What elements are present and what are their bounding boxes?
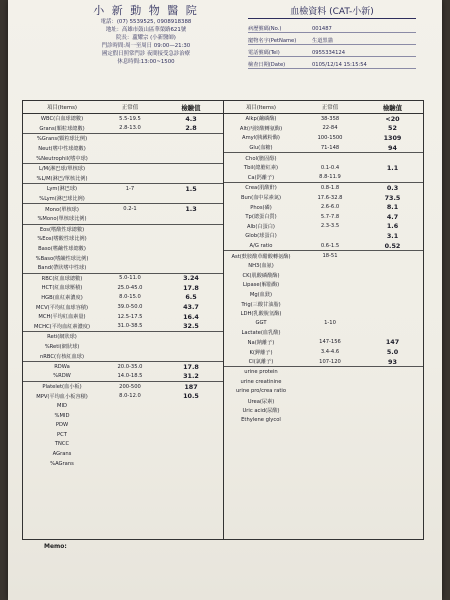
cell-item: urine creatinine (240, 378, 282, 385)
table-row (23, 411, 223, 421)
header-item: 項目(Items) (46, 105, 78, 111)
cell-item: RDWa (54, 363, 70, 370)
table-row (23, 184, 223, 194)
cell-range: 17.6-32.8 (317, 194, 343, 201)
cell-range: 5.0-11.0 (119, 275, 141, 282)
hematology-column (23, 101, 224, 539)
cell-range: 147-156 (319, 339, 341, 346)
info-row-tel (248, 45, 416, 57)
cell-value: 1.1 (386, 163, 399, 172)
table-row (224, 124, 423, 134)
info-label: 檢查日期(Date) (248, 62, 286, 68)
table-row (224, 290, 423, 300)
cell-value: 5.0 (386, 348, 399, 357)
table-row (224, 406, 423, 416)
cell-range: 0.1-0.4 (320, 164, 340, 171)
cell-value: 0.52 (384, 241, 401, 250)
cell-item: Reti(網狀球) (47, 334, 77, 341)
cell-item: Uric acid(尿酸) (242, 408, 280, 415)
cell-value: 1.3 (185, 205, 197, 214)
table-row (23, 194, 223, 205)
report-header (248, 4, 416, 69)
table-row (23, 153, 223, 164)
cell-value: 10.5 (183, 392, 199, 401)
cell-range: 1-10 (324, 320, 336, 327)
cell-value: 147 (385, 338, 400, 347)
cell-value: 94 (388, 143, 397, 152)
table-row (23, 274, 223, 284)
info-label: 寵物名字(PetName) (248, 38, 297, 44)
header-range: 正常值 (321, 105, 339, 111)
cell-item: urine pro/crea ratio (235, 388, 287, 395)
cell-item: nRBC(有核紅血球) (40, 353, 84, 360)
info-row-date (248, 57, 416, 69)
cell-range: 2.6-6.0 (320, 204, 340, 211)
cell-item: K(鉀離子) (249, 349, 273, 356)
cell-range: 8.8-11.9 (319, 174, 341, 181)
clinic-director: 院長：蘆耀宗 (小新醫師) (116, 35, 176, 41)
cell-item: %RDW (53, 373, 71, 380)
table-row (23, 214, 223, 225)
clinic-address: 地址：高雄市鼓山區華榮路621號 (105, 27, 187, 33)
header-value: 檢驗值 (382, 103, 403, 112)
cell-value: 73.5 (384, 193, 401, 202)
table-row (23, 204, 223, 214)
table-row (224, 318, 423, 328)
cell-value: 52 (388, 124, 397, 133)
cell-value: 3.24 (183, 274, 199, 283)
cell-range: 0.6-1.5 (320, 242, 340, 249)
info-row-pet-name (248, 33, 416, 45)
cell-item: Bun(血中尿素氮) (240, 195, 282, 202)
header-value: 檢驗值 (181, 103, 201, 112)
clinic-hours: 門診時間:周一至周日 09:00—21:30 (101, 43, 191, 49)
table-row (23, 225, 223, 235)
cell-value: 4.7 (386, 212, 399, 221)
cell-range: 39.0-50.0 (117, 304, 143, 311)
table-row (224, 173, 423, 184)
table-row (23, 234, 223, 244)
cell-item: %Neutrophil(嗜中球) (36, 155, 88, 162)
info-value: 001487 (312, 26, 332, 32)
cell-item: LDH(乳酸脫氫酶) (240, 311, 282, 318)
cell-range: 100-1500 (317, 134, 343, 141)
clinic-header (52, 0, 240, 66)
cell-range: 2.8-13.0 (119, 125, 141, 132)
table-row (23, 401, 223, 411)
results-table (22, 100, 424, 540)
cell-item: Tp(總蛋白質) (245, 214, 277, 221)
clinic-rest-time: 休息時間:13:00~1500 (117, 59, 175, 65)
cell-item: L/M(淋巴球/單核球) (38, 166, 86, 173)
cell-range: 1-7 (125, 185, 135, 192)
table-row (224, 299, 423, 309)
cell-range: 3.4-4.6 (320, 349, 340, 356)
cell-range: 8.0-15.0 (119, 294, 141, 301)
table-row (23, 302, 223, 312)
table-row (23, 440, 223, 450)
chemistry-rows (224, 114, 423, 425)
table-row (23, 244, 223, 254)
table-header (224, 101, 423, 114)
cell-value: 0.3 (386, 183, 399, 192)
cell-item: PDW (55, 422, 69, 429)
table-row (224, 212, 423, 222)
cell-item: CK(肌酸磷酸酶) (242, 272, 280, 279)
cell-range: 0.2-1 (123, 206, 137, 213)
table-row (224, 143, 423, 154)
cell-range: 22-84 (322, 125, 338, 132)
cell-item: Ast(麩胺酸草醋酸轉氨酶) (231, 253, 291, 260)
cell-value: 187 (184, 382, 198, 391)
cell-value: 8.1 (386, 203, 399, 212)
table-row (224, 367, 423, 377)
cell-item: MPV(平均血小板容積) (36, 393, 88, 400)
cell-value: 93 (388, 357, 397, 366)
cell-item: %MID (54, 412, 70, 419)
table-row (224, 251, 423, 261)
cell-item: HCT(紅血球壓積) (41, 285, 83, 292)
info-value: 生道黑貓 (312, 38, 333, 44)
cell-value: 3.1 (386, 231, 399, 240)
cell-value: 1.6 (386, 222, 399, 231)
header-range: 正常值 (121, 105, 139, 111)
table-row (23, 174, 223, 185)
cell-value: 31.2 (183, 372, 199, 381)
table-row (23, 263, 223, 274)
table-row (23, 342, 223, 352)
table-row (224, 193, 423, 203)
cell-item: Band(帶狀嗜中性球) (37, 265, 87, 272)
chemistry-column (224, 101, 423, 539)
cell-item: Alkp(鹼磷酶) (245, 116, 277, 123)
cell-value: 2.8 (185, 124, 197, 133)
cell-item: Alb(白蛋白) (247, 223, 275, 230)
table-row (224, 114, 423, 124)
table-row (224, 271, 423, 281)
table-row (23, 420, 223, 430)
cell-range: 14.0-18.5 (117, 373, 143, 380)
cell-range: 107-120 (319, 358, 341, 365)
cell-item: HGB(血紅素濃度) (41, 294, 83, 301)
cell-item: Amyl(胰澱粉酶) (242, 135, 280, 142)
table-row (23, 312, 223, 322)
cell-value: 43.7 (183, 303, 199, 312)
table-row (224, 183, 423, 193)
table-row (224, 133, 423, 143)
table-row (224, 357, 423, 368)
clinic-name: 小 新 動 物 醫 院 (93, 4, 199, 17)
cell-item: %Lym(淋巴球比例) (39, 196, 85, 203)
cell-value: 1.5 (185, 184, 197, 193)
table-row (224, 347, 423, 357)
cell-item: %L/M(淋巴/單核比例) (36, 175, 88, 182)
cell-item: Ca(鈣離子) (247, 174, 275, 181)
cell-item: %Reti(網狀球) (44, 343, 80, 350)
cell-item: PCT (57, 431, 67, 438)
cell-range: 31.0-38.5 (117, 323, 143, 330)
cell-range: 71-148 (320, 144, 340, 151)
table-row (224, 163, 423, 173)
cell-item: Glu(血糖) (249, 145, 273, 152)
table-row (224, 241, 423, 252)
cell-item: Lactate(血乳酸) (241, 330, 281, 337)
cell-item: Mg(血鎂) (249, 291, 273, 298)
table-row (224, 338, 423, 348)
cell-item: Cl(氯離子) (248, 359, 274, 366)
table-row (23, 134, 223, 144)
table-row (23, 164, 223, 174)
table-row (224, 377, 423, 387)
info-label: 電話號碼(Tel) (248, 50, 280, 56)
cell-item: Ethylene glycol (241, 417, 281, 424)
info-label: 病歷號碼(No.) (248, 26, 282, 32)
header-item: 項目(Items) (245, 105, 277, 111)
cell-value: <20 (385, 114, 400, 123)
cell-range: 18-51 (322, 253, 338, 260)
table-row (224, 396, 423, 406)
cell-item: %AGrans (50, 460, 74, 467)
cell-item: NH3(血氨) (248, 263, 274, 270)
cell-item: Eos(嗜酸性球總數) (39, 226, 85, 233)
cell-item: Lipase(解脂酶) (242, 282, 280, 289)
lab-report-paper (8, 0, 442, 600)
cell-item: GGT (255, 320, 267, 327)
cell-item: Mono(單核球) (45, 206, 79, 213)
table-row (23, 114, 223, 124)
table-row (23, 430, 223, 440)
table-row (224, 309, 423, 319)
report-title: 血檢資料 (CAT-小新) (248, 4, 416, 19)
table-row (23, 332, 223, 342)
table-row (224, 387, 423, 397)
cell-value: 17.8 (183, 362, 199, 371)
cell-item: Tbil(總膽紅素) (243, 165, 279, 172)
table-row (224, 231, 423, 241)
cell-range: 12.5-17.5 (117, 313, 143, 320)
cell-value: 16.4 (183, 312, 199, 321)
clinic-holiday-note: 國定假日照常門診 夜間接受急診治療 (102, 51, 190, 57)
cell-range: 2.3-3.5 (320, 223, 340, 230)
table-row (23, 392, 223, 402)
cell-value: 6.5 (185, 293, 197, 302)
table-row (23, 449, 223, 459)
cell-item: urine protein (244, 369, 278, 376)
table-row (23, 351, 223, 362)
cell-value: 32.5 (183, 322, 199, 331)
table-row (224, 222, 423, 232)
table-row (23, 144, 223, 154)
cell-item: %Mono(單核球比例) (37, 216, 87, 223)
cell-range: 8.0-12.0 (119, 393, 141, 400)
cell-item: Urea(尿素) (247, 398, 275, 405)
info-value: 0955334124 (312, 50, 346, 56)
cell-item: MCHC(平均血紅素濃度) (34, 323, 90, 330)
cell-item: TNCC (54, 441, 70, 448)
cell-item: Phos(磷) (250, 204, 272, 211)
table-row (23, 371, 223, 382)
cell-item: Platelet(血小板) (42, 384, 82, 391)
cell-item: Alt(丙胺酸轉氨酶) (239, 125, 283, 132)
cell-item: Na(鈉離子) (247, 339, 275, 346)
cell-item: Glob(球蛋白) (245, 233, 277, 240)
cell-item: Chol(膽固醇) (245, 155, 277, 162)
table-row (23, 253, 223, 263)
cell-item: RBC(紅血球總數) (41, 275, 83, 282)
info-row-record-no (248, 21, 416, 33)
table-row (23, 293, 223, 303)
cell-item: MID (56, 403, 67, 410)
hematology-rows (23, 114, 223, 468)
table-row (23, 382, 223, 392)
cell-item: Lym(淋巴球) (46, 186, 78, 193)
cell-item: %Baso(嗜鹼性球比例) (35, 255, 89, 262)
cell-value: 17.8 (183, 283, 199, 292)
cell-range: 25.0-45.0 (117, 284, 143, 291)
table-row (224, 202, 423, 212)
cell-item: MCH(平均紅血素量) (38, 314, 86, 321)
cell-item: Neut(嗜中性球總數) (38, 146, 86, 153)
table-row (23, 283, 223, 293)
info-value: 0105/12/14 15:15:54 (312, 62, 367, 68)
table-row (23, 124, 223, 135)
cell-item: MCV(平均紅血球容積) (35, 304, 88, 311)
cell-item: Crea(肌酸酐) (245, 185, 277, 192)
cell-item: Baso(嗜鹼性球總數) (38, 246, 86, 253)
table-header (23, 101, 223, 114)
cell-item: AGrans (52, 450, 72, 457)
table-row (224, 280, 423, 290)
table-row (224, 328, 423, 338)
table-row (224, 153, 423, 163)
cell-range: 38-358 (320, 115, 340, 122)
cell-range: 5.7-7.8 (320, 213, 340, 220)
cell-range: 20.0-35.0 (117, 363, 143, 370)
cell-range: 5.5-19.5 (119, 115, 141, 122)
cell-value: 4.3 (185, 114, 197, 123)
table-row (23, 362, 223, 372)
cell-item: WBC(白血球總數) (40, 116, 84, 123)
cell-item: Trig(三酸甘油脂) (241, 301, 281, 308)
cell-item: %Grans(顆粒球比例) (36, 136, 88, 143)
cell-item: Grans(顆粒球總數) (39, 125, 85, 132)
table-row (23, 321, 223, 332)
clinic-phone: 電話：(07) 5539525, 0908918388 (100, 19, 192, 25)
cell-range: 200-500 (119, 383, 141, 390)
cell-value: 1309 (383, 133, 402, 142)
table-row (23, 459, 223, 469)
table-row (224, 415, 423, 425)
cell-item: %Eos(嗜酸性球比例) (37, 236, 87, 243)
cell-item: A/G ratio (249, 242, 273, 249)
cell-range: 0.8-1.8 (320, 184, 340, 191)
table-row (224, 261, 423, 271)
memo-label: Memo: (44, 543, 67, 550)
